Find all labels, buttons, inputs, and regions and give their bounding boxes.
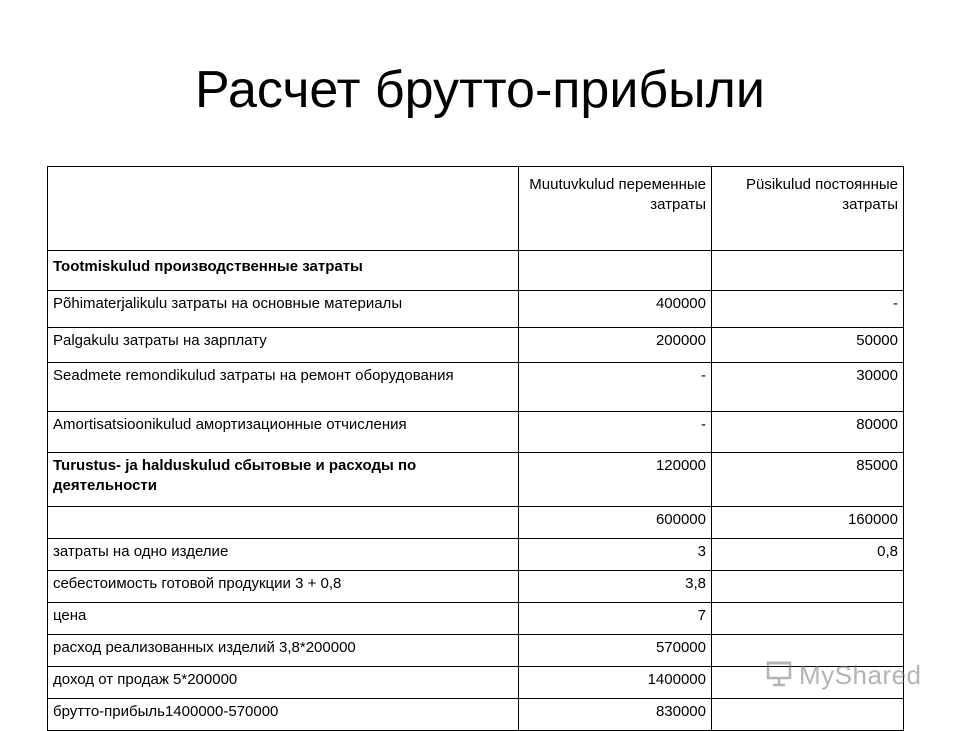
table-row (48, 453, 904, 507)
row-variable-value: 7 (519, 603, 712, 635)
table-row (48, 412, 904, 453)
row-fixed-value (712, 571, 904, 603)
row-label: Põhimaterjalikulu затраты на основные материалы (48, 291, 519, 328)
row-variable-value: 200000 (519, 328, 712, 363)
row-variable-value: - (519, 412, 712, 453)
page-title: Расчет брутто-прибыли (195, 61, 765, 119)
row-fixed-value: 85000 (712, 453, 904, 507)
watermark (765, 655, 955, 695)
table-row (48, 507, 904, 539)
row-variable-value (519, 251, 712, 291)
row-fixed-value (712, 251, 904, 291)
table-row (48, 328, 904, 363)
row-label: брутто-прибыль1400000-570000 (48, 699, 519, 731)
presentation-icon (765, 659, 793, 692)
row-label: себестоимость готовой продукции 3 + 0,8 (48, 571, 519, 603)
row-label: Tootmiskulud производственные затраты (48, 251, 519, 291)
row-label: Turustus- ja halduskulud сбытовые и расходы по деятельности (48, 453, 519, 507)
table-row (48, 363, 904, 412)
row-fixed-value: 0,8 (712, 539, 904, 571)
header-variable-costs: Muutuvkulud переменные затраты (519, 167, 712, 251)
row-label (48, 507, 519, 539)
row-label: цена (48, 603, 519, 635)
row-variable-value: 3,8 (519, 571, 712, 603)
row-fixed-value (712, 699, 904, 731)
row-variable-value: 600000 (519, 507, 712, 539)
gross-profit-table (47, 166, 904, 731)
table-row (48, 571, 904, 603)
row-variable-value: 120000 (519, 453, 712, 507)
table-row (48, 699, 904, 731)
row-fixed-value: - (712, 291, 904, 328)
header-empty-cell (48, 167, 519, 251)
row-variable-value: 400000 (519, 291, 712, 328)
row-label: Seadmete remondikulud затраты на ремонт оборудования (48, 363, 519, 412)
row-variable-value: - (519, 363, 712, 412)
row-variable-value: 830000 (519, 699, 712, 731)
table-row (48, 539, 904, 571)
row-label: затраты на одно изделие (48, 539, 519, 571)
row-label: доход от продаж 5*200000 (48, 667, 519, 699)
row-label: расход реализованных изделий 3,8*200000 (48, 635, 519, 667)
row-fixed-value: 50000 (712, 328, 904, 363)
header-fixed-costs: Püsikulud постоянные затраты (712, 167, 904, 251)
row-fixed-value: 30000 (712, 363, 904, 412)
table-row (48, 251, 904, 291)
table-row (48, 291, 904, 328)
table-row (48, 603, 904, 635)
watermark-text: MyShared (799, 659, 922, 690)
table-header-row (48, 167, 904, 251)
row-label: Palgakulu затраты на зарплату (48, 328, 519, 363)
row-fixed-value (712, 603, 904, 635)
row-variable-value: 3 (519, 539, 712, 571)
row-variable-value: 1400000 (519, 667, 712, 699)
row-label: Amortisatsioonikulud амортизационные отчисления (48, 412, 519, 453)
row-variable-value: 570000 (519, 635, 712, 667)
row-fixed-value: 80000 (712, 412, 904, 453)
row-fixed-value: 160000 (712, 507, 904, 539)
